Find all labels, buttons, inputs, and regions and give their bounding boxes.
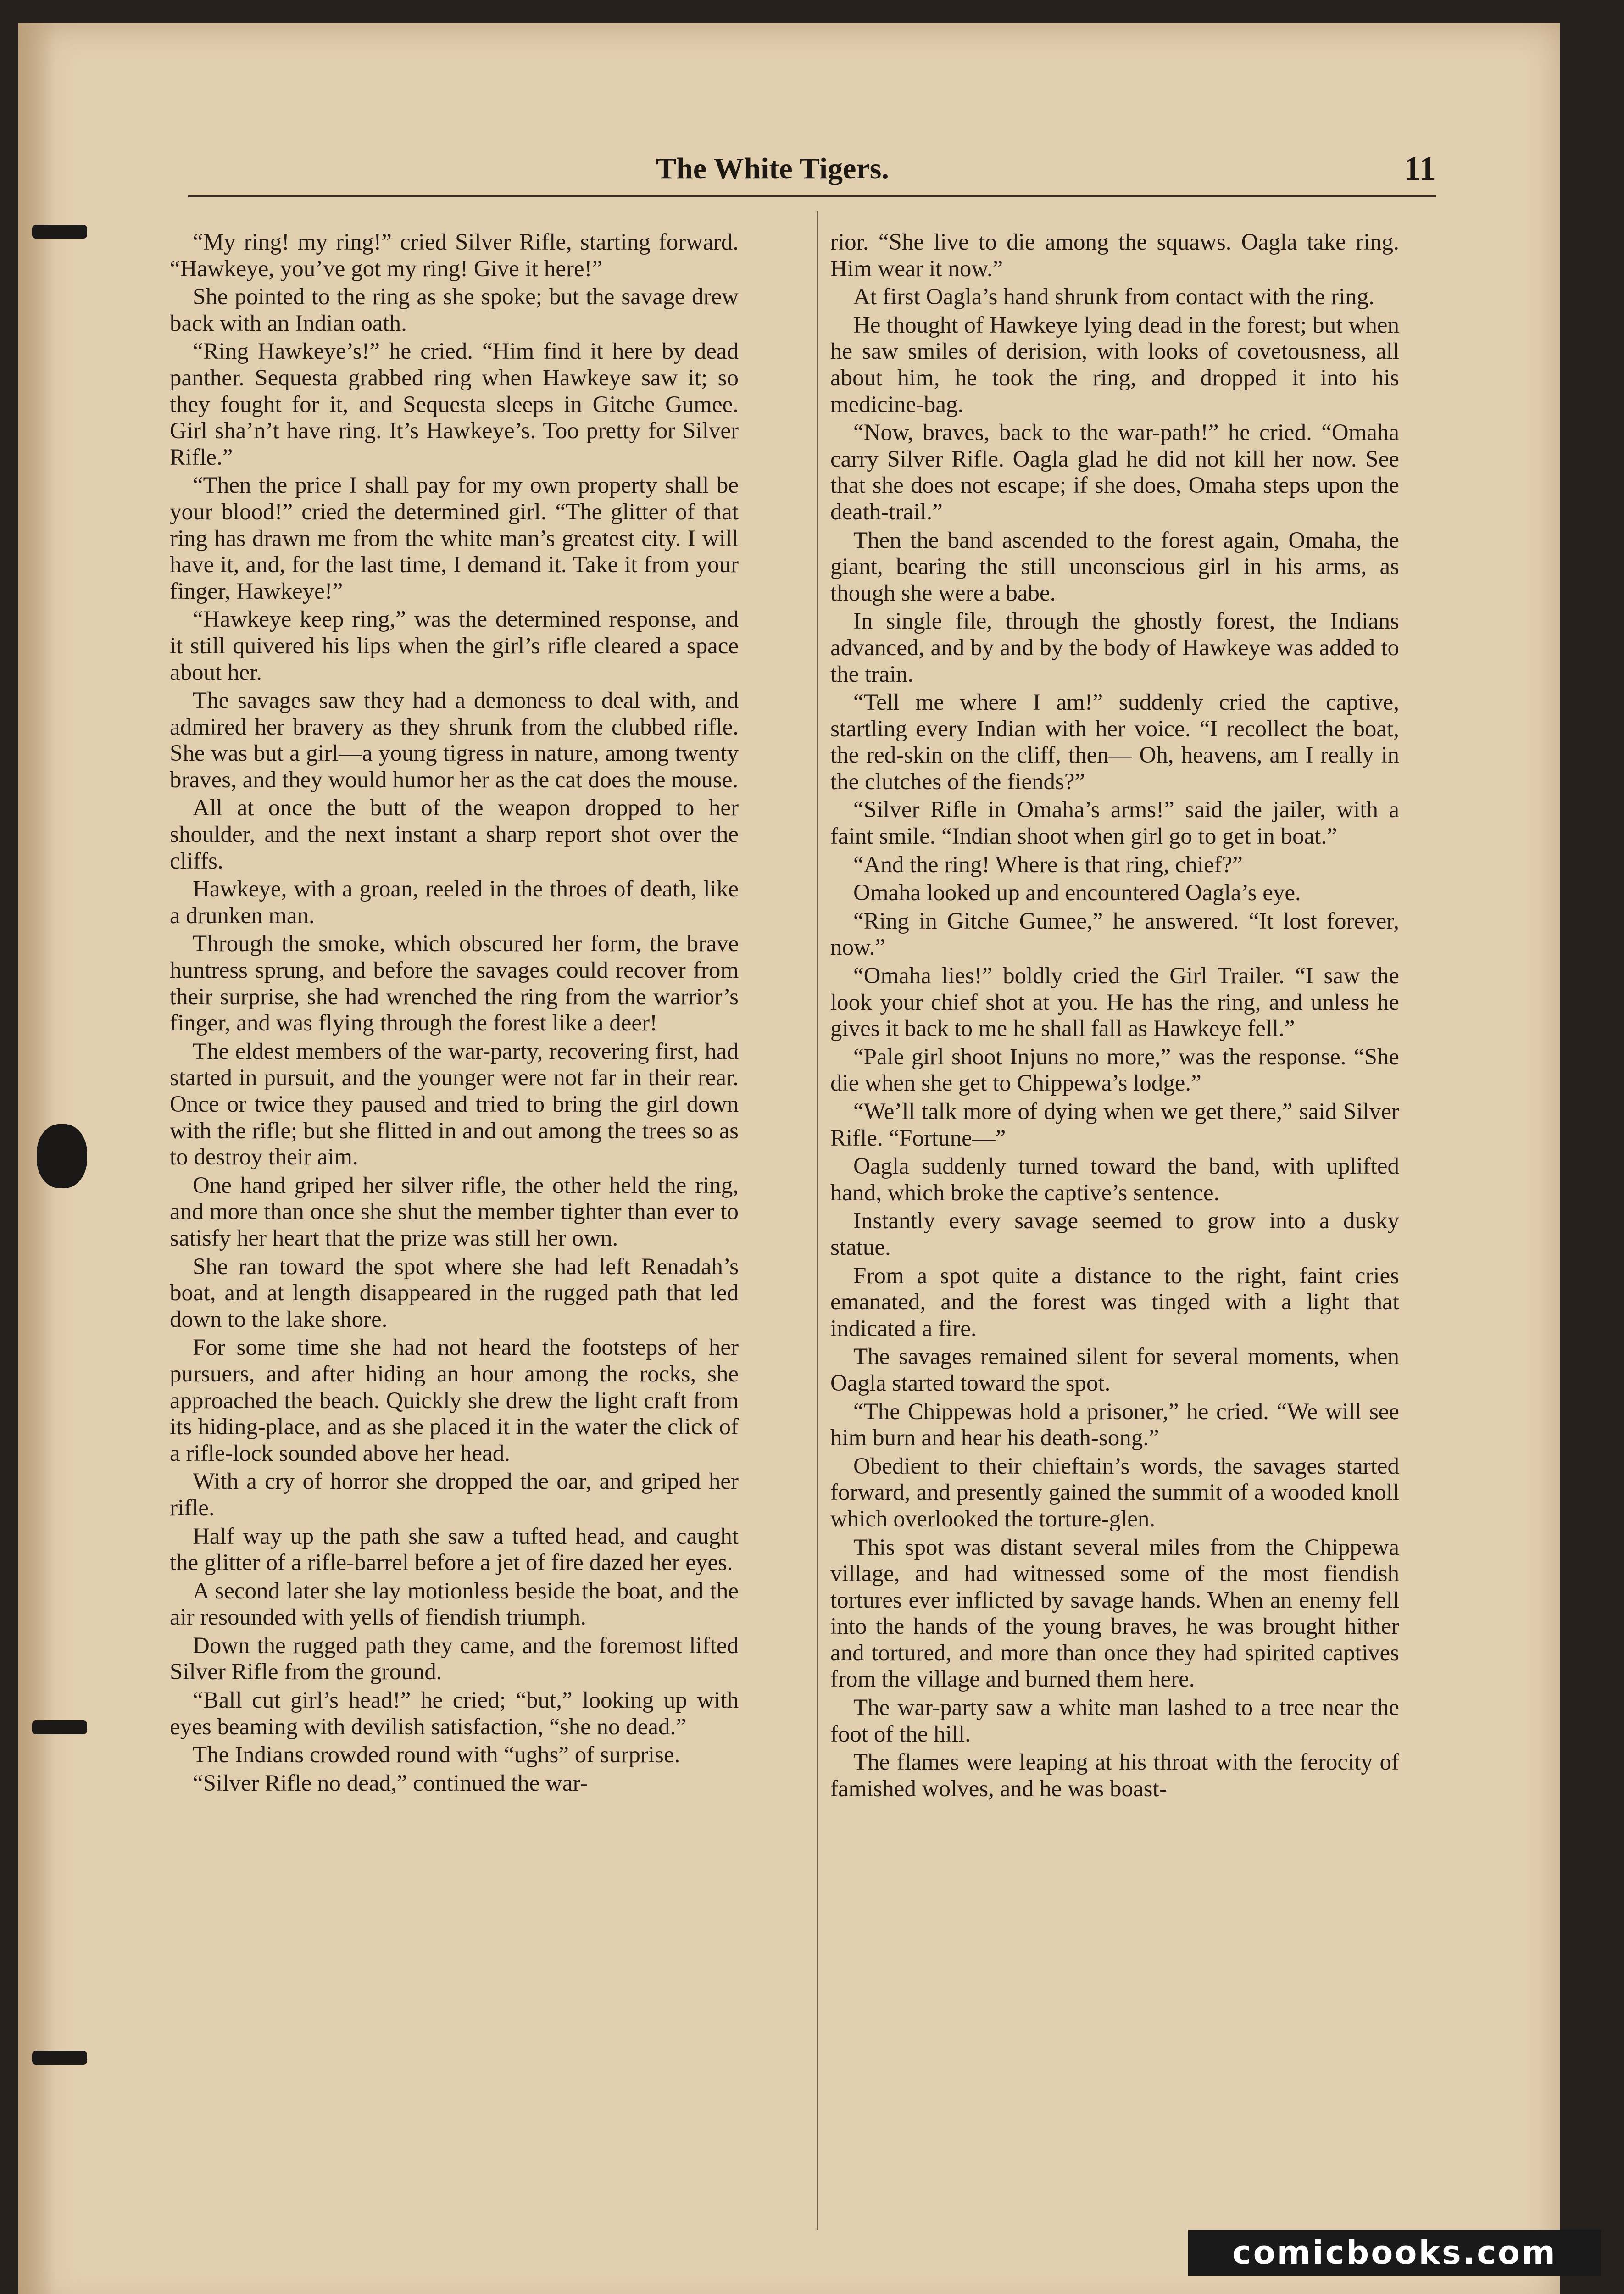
paragraph: “And the ring! Where is that ring, chief?” (853, 852, 1243, 878)
paragraph: The flames were leaping at his throat with the ferocity of famished wolves, and he was boast- (830, 1749, 1399, 1802)
paragraph: The savages remained silent for several moments, when Oagla started toward the spot. (830, 1344, 1399, 1396)
paragraph: This spot was distant several miles from the Chippewa village, and had witnessed some of the most fiendish tortures ever inflicted by savage hands. When an enemy fell into the hands of the young braves, he was brought hither and tortured, and more than once they had spirited captives from the village and burned them here. (830, 1534, 1399, 1693)
paragraph: In single file, through the ghostly forest, the Indians advanced, and by and by the body of Hawkeye was added to the train. (830, 608, 1399, 687)
paragraph: “My ring! my ring!” cried Silver Rifle, starting forward. “Hawkeye, you’ve got my ring! Give it here!” (170, 229, 739, 282)
paragraph: Half way up the path she saw a tufted head, and caught the glitter of a rifle-barrel before a jet of fire dazed her eyes. (170, 1523, 739, 1576)
paragraph: “Silver Rifle in Omaha’s arms!” said the jailer, with a faint smile. “Indian shoot when girl go to get in boat.” (830, 797, 1399, 850)
paragraph: Through the smoke, which obscured her form, the brave huntress sprung, and before the savages could recover from their surprise, she had wrenched the ring from the warrior’s finger, and was flying through the forest like a deer! (170, 931, 739, 1036)
paragraph: All at once the butt of the weapon dropped to her shoulder, and the next instant a sharp report shot over the cliffs. (170, 795, 739, 874)
paragraph: A second later she lay motionless beside the boat, and the air resounded with yells of fiendish triumph. (170, 1578, 739, 1631)
watermark-text: comicbooks.com (1232, 2234, 1557, 2272)
paragraph: “Omaha lies!” boldly cried the Girl Trailer. “I saw the look your chief shot at you. He has the ring, and unless he gives it back to me he shall fall as Hawkeye fell.” (830, 963, 1399, 1042)
paragraph: “We’ll talk more of dying when we get there,” said Silver Rifle. “Fortune—” (830, 1099, 1399, 1151)
paragraph: “Ball cut girl’s head!” he cried; “but,” looking up with eyes beaming with devilish satisfaction, “she no dead.” (170, 1687, 739, 1740)
paragraph: She ran toward the spot where she had left Renadah’s boat, and at length disappeared in the rugged path that led down to the lake shore. (170, 1253, 739, 1332)
left-text-column (170, 229, 739, 2248)
paragraph: rior. “She live to die among the squaws. Oagla take ring. Him wear it now.” (830, 229, 1399, 282)
paragraph: Down the rugged path they came, and the foremost lifted Silver Rifle from the ground. (170, 1632, 739, 1685)
paragraph: One hand griped her silver rifle, the other held the ring, and more than once she shut the member tighter than ever to satisfy her heart that the prize was still her own. (170, 1172, 739, 1251)
paragraph: Hawkeye, with a groan, reeled in the throes of death, like a drunken man. (170, 876, 739, 929)
paragraph: Then the band ascended to the forest again, Omaha, the giant, bearing the still unconscious girl in his arms, as though she were a babe. (830, 527, 1399, 606)
paragraph: Omaha looked up and encountered Oagla’s eye. (853, 880, 1301, 906)
binding-stitch (32, 2051, 87, 2065)
paragraph: “The Chippewas hold a prisoner,” he cried. “We will see him burn and hear his death-song.” (830, 1398, 1399, 1451)
binding-stitch (37, 1124, 87, 1188)
paragraph: “Then the price I shall pay for my own property shall be your blood!” cried the determined girl. “The glitter of that ring has drawn me from the white man’s greatest city. I will have it, and, for the last time, I demand it. Take it from your finger, Hawkeye!” (170, 473, 739, 604)
paragraph: With a cry of horror she dropped the oar, and griped her rifle. (170, 1469, 739, 1521)
paragraph: For some time she had not heard the footsteps of her pursuers, and after hiding an hour among the rocks, she approached the beach. Quickly she drew the light craft from its hiding-place, and as she placed it in the water the click of a rifle-lock sounded above her head. (170, 1335, 739, 1466)
header-rule (188, 195, 1436, 197)
running-header (188, 133, 1436, 197)
paragraph: Obedient to their chieftain’s words, the savages started forward, and presently gained the summit of a wooded knoll which overlooked the torture-glen. (830, 1453, 1399, 1532)
site-watermark (1188, 2230, 1601, 2276)
paragraph: From a spot quite a distance to the right, faint cries emanated, and the forest was tinged with a light that indicated a fire. (830, 1263, 1399, 1342)
paragraph: Oagla suddenly turned toward the band, with uplifted hand, which broke the captive’s sentence. (830, 1153, 1399, 1206)
paragraph: The savages saw they had a demoness to deal with, and admired her bravery as they shrunk from the clubbed rifle. She was but a girl—a young tigress in nature, among twenty braves, and they would humor her as the cat does the mouse. (170, 688, 739, 793)
paragraph: At first Oagla’s hand shrunk from contact with the ring. (853, 284, 1374, 310)
paragraph: “Tell me where I am!” suddenly cried the captive, startling every Indian with her voice. “I recollect the boat, the red-skin on the cliff, then— Oh, heavens, am I really in the clutches of the fiends?” (830, 690, 1399, 795)
paragraph: The Indians crowded round with “ughs” of surprise. (193, 1742, 680, 1768)
paragraph: “Ring in Gitche Gumee,” he answered. “It lost forever, now.” (830, 908, 1399, 961)
paragraph: Instantly every savage seemed to grow into a dusky statue. (830, 1208, 1399, 1260)
page-number: 11 (1404, 150, 1436, 188)
column-divider (817, 211, 818, 2230)
right-text-column (830, 229, 1399, 2248)
binding-stitch (32, 1720, 87, 1734)
page-title: The White Tigers. (656, 152, 889, 185)
paragraph: “Pale girl shoot Injuns no more,” was the response. “She die when she get to Chippewa’s lodge.” (830, 1044, 1399, 1097)
binding-stitch (32, 225, 87, 239)
paragraph: “Ring Hawkeye’s!” he cried. “Him find it here by dead panther. Sequesta grabbed ring when Hawkeye saw it; so they fought for it, and Sequesta sleeps in Gitche Gumee. Girl sha’n’t have ring. It’s Hawkeye’s. Too pretty for Silver Rifle.” (170, 339, 739, 470)
paragraph: She pointed to the ring as she spoke; but the savage drew back with an Indian oath. (170, 284, 739, 336)
paragraph: He thought of Hawkeye lying dead in the forest; but when he saw smiles of derision, with looks of covetousness, all about him, he took the ring, and dropped it into his medicine-bag. (830, 312, 1399, 418)
paragraph: “Silver Rifle no dead,” continued the war- (193, 1770, 588, 1796)
paragraph: “Now, braves, back to the war-path!” he cried. “Omaha carry Silver Rifle. Oagla glad he did not kill her now. See that she does not escape; if she does, Omaha steps upon the death-trail.” (830, 420, 1399, 525)
paragraph: The war-party saw a white man lashed to a tree near the foot of the hill. (830, 1695, 1399, 1747)
paragraph: The eldest members of the war-party, recovering first, had started in pursuit, and the younger were not far in their rear. Once or twice they paused and tried to bring the girl down with the rifle; but she flitted in and out among the trees so as to destroy their aim. (170, 1038, 739, 1170)
paragraph: “Hawkeye keep ring,” was the determined response, and it still quivered his lips when the girl’s rifle cleared a space about her. (170, 607, 739, 685)
